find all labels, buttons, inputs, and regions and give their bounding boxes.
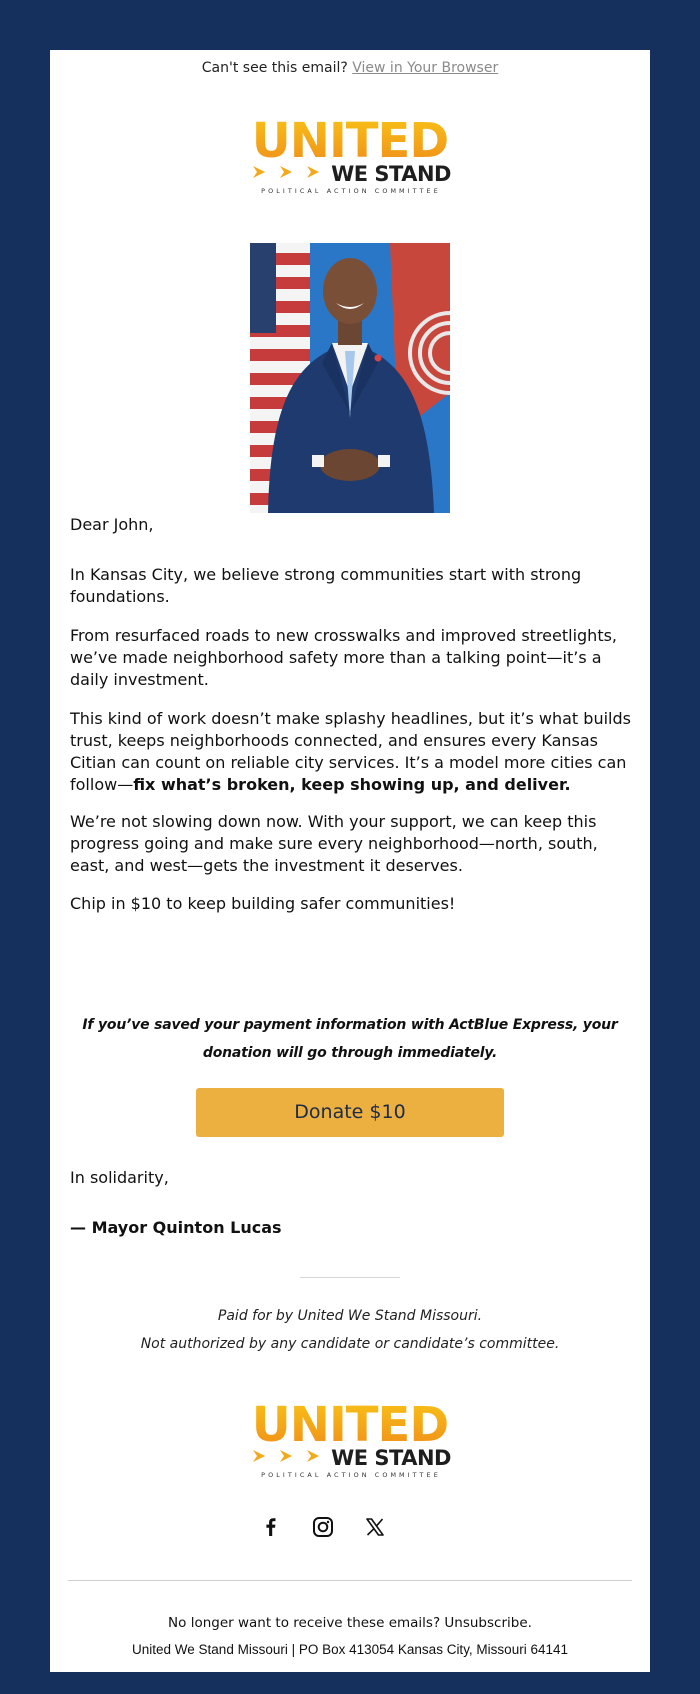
logo-united: UNITED [249,1398,451,1452]
closing: In solidarity, [70,1168,169,1187]
logo-tagline: POLITICAL ACTION COMMITTEE [261,1471,441,1479]
united-we-stand-footer-logo [249,1397,451,1480]
paragraph-4: We’re not slowing down now. With your support, we can keep this progress going and make sure every neighborhood—north, south, east, and west—gets the investment it deserves. [70,812,598,875]
paragraph-3 [70,708,635,796]
paragraph-1: In Kansas City, we believe strong communities start with strong foundations. [70,565,582,606]
paragraph-3-text: This kind of work doesn’t make splashy headlines, but it’s what builds trust, keeps neighborhoods connected, and ensures every Kansas Citian can count on reliable city services. It’s a model more cities can follow— [70,709,631,794]
donate-button[interactable]: Donate $10 [196,1088,504,1137]
logo-we-stand: WE STAND [331,162,451,186]
not-authorized: Not authorized by any candidate or candidate’s committee. [140,1336,560,1352]
view-in-browser-link[interactable]: View in Your Browser [352,60,499,76]
facebook-icon[interactable] [258,1514,284,1540]
signature: — Mayor Quinton Lucas [70,1218,282,1237]
email-card [50,50,650,1672]
footer-divider [68,1580,632,1581]
x-icon[interactable] [362,1514,388,1540]
mailing-address: United We Stand Missouri | PO Box 413054 Kansas City, Missouri 64141 [132,1642,568,1657]
preheader [50,60,650,76]
mayor-portrait [250,243,450,513]
logo-united: UNITED [249,114,451,168]
chevrons-icon [251,1446,331,1466]
actblue-express-notice: If you’ve saved your payment information with ActBlue Express, your donation will go through immediately. [82,1017,618,1061]
united-we-stand-logo [249,113,451,196]
paid-for-by: Paid for by United We Stand Missouri. [217,1308,483,1324]
instagram-icon[interactable] [310,1514,336,1540]
paragraph-3-bold: fix what’s broken, keep showing up, and deliver. [133,775,571,794]
preheader-text: Can't see this email? [201,60,348,76]
logo-tagline: POLITICAL ACTION COMMITTEE [261,187,441,195]
logo-we-stand: WE STAND [331,1446,451,1470]
chevrons-icon [251,162,331,182]
greeting: Dear John, [70,515,154,534]
paragraph-2: From resurfaced roads to new crosswalks and improved streetlights, we’ve made neighborhood safety more than a talking point—it’s a daily investment. [70,626,618,689]
divider [300,1277,400,1278]
paragraph-5: Chip in $10 to keep building safer communities! [70,894,456,913]
unsubscribe-text[interactable]: No longer want to receive these emails? Unsubscribe. [168,1615,532,1631]
